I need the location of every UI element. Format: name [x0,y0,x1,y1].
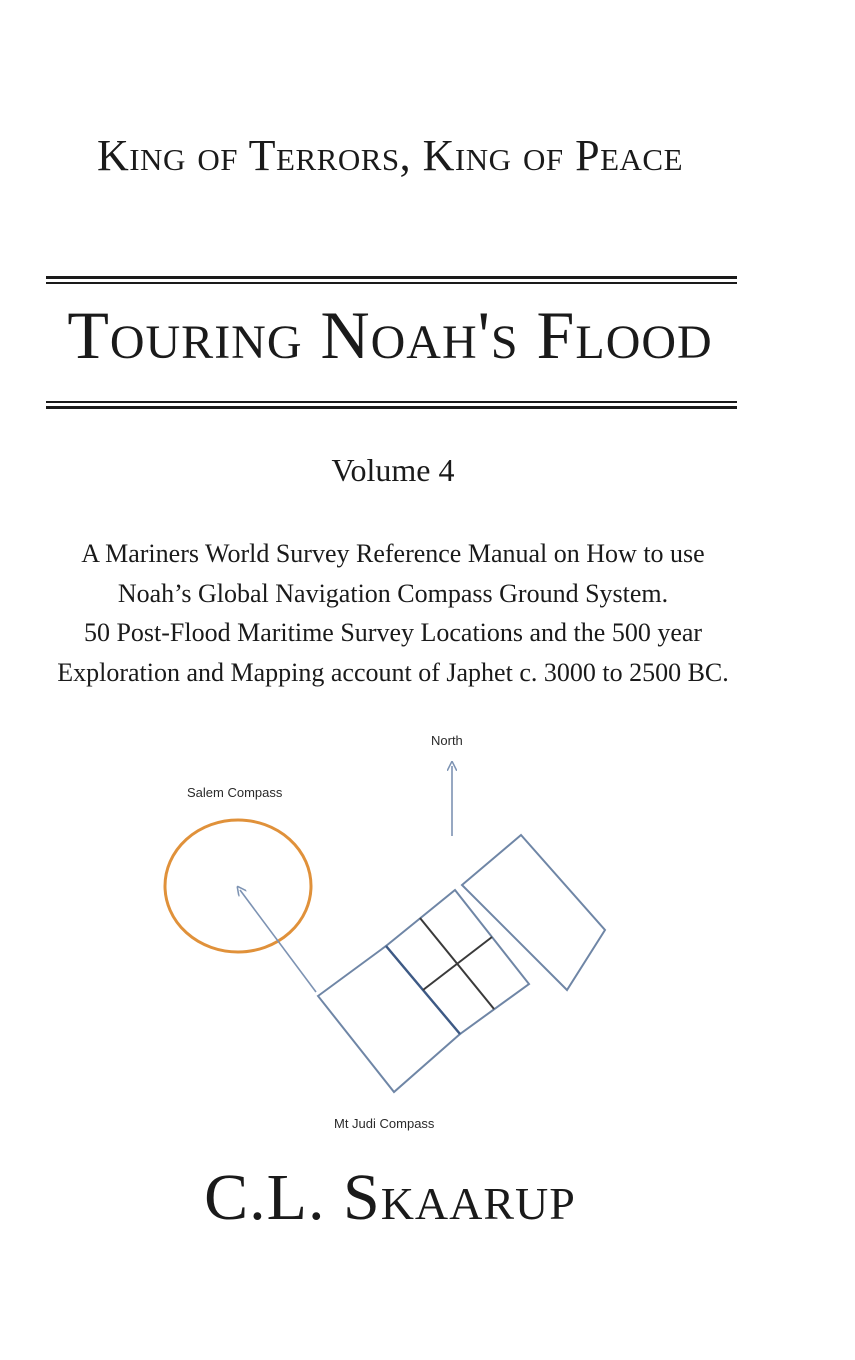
north-label: North [431,733,463,748]
title-rule-bottom [46,401,737,409]
judi-outer-rectangle [462,835,605,990]
title-rule-top [46,276,737,284]
judi-large-rectangle [318,946,460,1092]
compass-diagram [0,720,855,1140]
salem-direction-arrow [240,890,316,992]
series-title: King of Terrors, King of Peace [96,131,684,180]
judi-grid-rectangle [386,890,529,1034]
subtitle-block [0,534,786,692]
subtitle-line: Exploration and Mapping account of Japhet c. 3000 to 2500 BC. [57,657,729,687]
judi-grid-cross-b [423,937,492,990]
salem-compass-circle [165,820,311,952]
subtitle-line: A Mariners World Survey Reference Manual on How to use [81,539,705,568]
author-name: C.L. Skaarup [204,1161,576,1234]
salem-compass-label: Salem Compass [187,785,283,800]
subtitle-line: 50 Post-Flood Maritime Survey Locations and the 500 year [83,618,703,647]
book-title: Touring Noah's Flood [67,297,713,373]
volume-label: Volume 4 [331,452,455,488]
subtitle-line: Noah’s Global Navigation Compass Ground System. [117,578,669,608]
judi-compass-label: Mt Judi Compass [334,1116,435,1131]
